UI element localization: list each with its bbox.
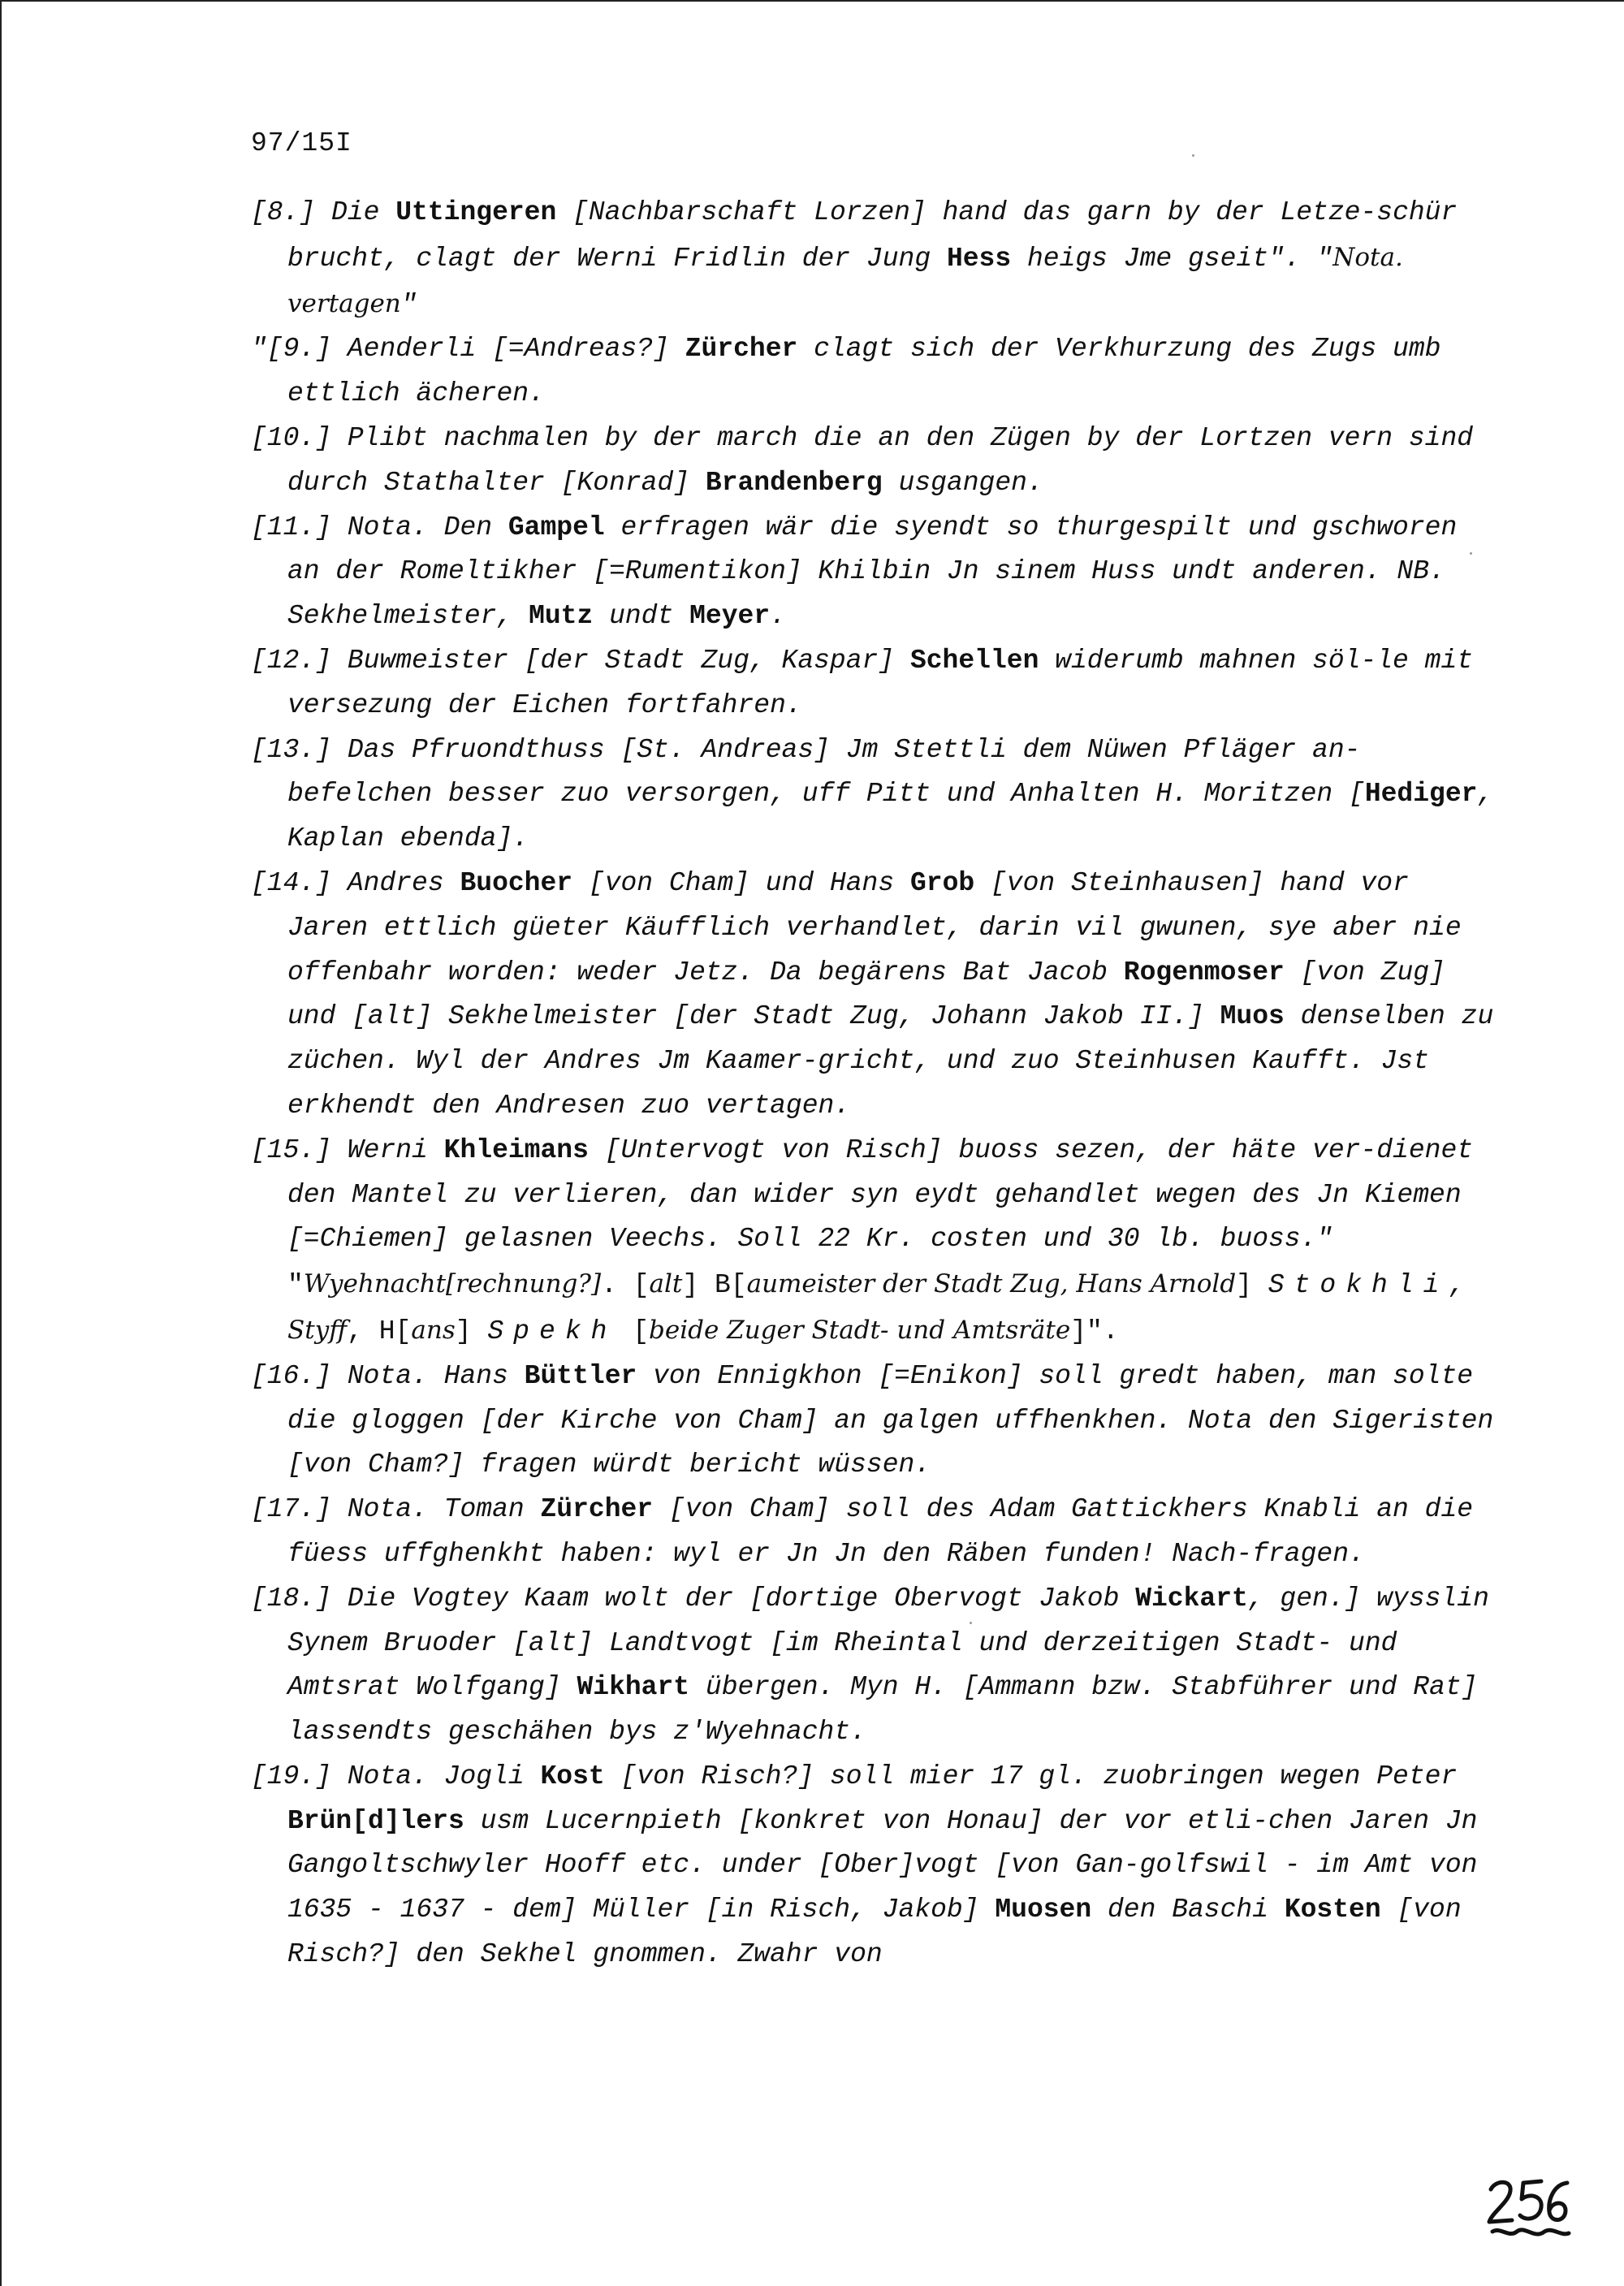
- entry-text: Andres: [331, 867, 460, 898]
- entry-number: [16.]: [251, 1360, 332, 1391]
- entry-number: [14.]: [251, 867, 332, 898]
- entry-text: Nota. Jogli: [331, 1761, 541, 1791]
- entry-text: , H[: [347, 1316, 412, 1346]
- name-bold: Hess: [946, 243, 1012, 274]
- entry-text: [von Cham] und Hans: [572, 867, 910, 898]
- entry-text: ] B[: [682, 1270, 747, 1301]
- handwritten-annotation: Wyehnacht[rechnung?]: [303, 1269, 602, 1299]
- name-bold: Büttler: [524, 1360, 637, 1391]
- handwritten-annotation: Styff: [287, 1315, 348, 1345]
- page-number-stamp-icon: [1484, 2175, 1574, 2248]
- entry-text: [von Steinhausen] hand vor Jaren ettlich güeter Käufflich verhandlet, darin vil gwunen, sye aber nie offenbahr worden: weder Jetz. Da begärens Bat Jacob: [287, 867, 1462, 987]
- name-bold: Muosen: [995, 1895, 1092, 1925]
- name-bold: Zürcher: [685, 334, 798, 365]
- name-bold: Gampel: [508, 512, 605, 542]
- entry-number: "[9.]: [251, 334, 332, 365]
- name-bold: Brün[d]lers: [287, 1805, 464, 1836]
- entry-text: [von Risch?] den Sekhel gnommen. Zwahr von: [287, 1895, 1462, 1970]
- entry-number: [19.]: [251, 1761, 332, 1791]
- entry-text: Plibt nachmalen by der march die an den Zügen by der Lortzen vern sind durch Stathalter [Konrad]: [287, 422, 1474, 498]
- entry-text: usgangen.: [882, 467, 1043, 498]
- name-bold: Buocher: [460, 867, 573, 898]
- entry-text: , Kaplan ebenda].: [287, 779, 1494, 854]
- entry-text: Die: [315, 197, 396, 227]
- entry-text: Werni: [331, 1134, 444, 1165]
- entry-16: [251, 1355, 1501, 1488]
- name-bold: Rogenmoser: [1123, 957, 1285, 987]
- entry-number: [13.]: [251, 734, 332, 765]
- scan-speck: [970, 1622, 972, 1624]
- entry-text: usm Lucernpieth [konkret von Honau] der vor etli-chen Jaren Jn Gangoltschwyler Hooff etc. under [Ober]vogt [von Gan-golfswil - im Amt von 1635 - 1637 - dem] Müller [in Risch, Jakob]: [287, 1805, 1478, 1925]
- entry-text: den Baschi: [1091, 1895, 1285, 1925]
- entry-text: Nota. Hans: [331, 1360, 525, 1391]
- handwritten-annotation: ans: [411, 1315, 456, 1345]
- entry-19: [251, 1755, 1501, 1977]
- entry-text: [von Cham] soll des Adam Gattickhers Knabli an die füess uffghenkht haben: wyl er Jn Jn den Räben funden! Nach-fragen.: [287, 1494, 1474, 1569]
- entry-text: , gen.] wysslin Synem Bruoder [alt] Landtvogt [im Rheintal und derzeitigen Stadt- und Amtsrat Wolfgang]: [287, 1583, 1489, 1703]
- name-bold: Wikhart: [577, 1672, 690, 1703]
- entry-text: Das Pfruondthuss [St. Andreas] Jm Stettli dem Nüwen Pfläger an-befelchen besser zuo versorgen, uff Pitt und Anhalten H. Moritzen [: [287, 734, 1365, 810]
- entry-text: ": [287, 1270, 304, 1301]
- entry-number: [10.]: [251, 422, 332, 453]
- name-bold: Brandenberg: [705, 467, 883, 498]
- entry-text: übergen. Myn H. [Ammann bzw. Stabführer und Rat] lassendts geschähen bys z'Wyehnacht.: [287, 1672, 1478, 1748]
- entry-10: [251, 417, 1501, 506]
- entry-13: [251, 728, 1501, 862]
- entry-text: widerumb mahnen söl-le mit versezung der Eichen fortfahren.: [287, 645, 1474, 720]
- entry-18: [251, 1577, 1501, 1755]
- name-bold: Wickart: [1135, 1583, 1248, 1614]
- entry-text: Aenderli [=Andreas?]: [331, 334, 685, 365]
- entry-text: . [: [601, 1270, 650, 1301]
- entry-text: heigs Jme gseit". ": [1011, 243, 1333, 274]
- scan-speck: [1192, 154, 1194, 157]
- entry-17: [251, 1488, 1501, 1577]
- handwritten-page-number: [1484, 2175, 1574, 2248]
- entry-text: ]: [1236, 1270, 1268, 1301]
- entry-text: Nota. Toman: [331, 1494, 541, 1525]
- entry-text: [von Risch?] soll mier 17 gl. zuobringen wegen Peter: [604, 1761, 1458, 1791]
- spaced-name: Stokhli,: [1268, 1270, 1475, 1301]
- entry-text: ]: [455, 1316, 488, 1346]
- name-bold: Grob: [909, 867, 975, 898]
- entry-12: [251, 639, 1501, 728]
- page-number-text: 256: [1521, 2241, 1537, 2248]
- entry-number: [11.]: [251, 512, 332, 542]
- entry-text: [von Zug] und [alt] Sekhelmeister [der Stadt Zug, Johann Jakob II.]: [287, 957, 1445, 1032]
- handwritten-annotation: Nota. vertagen: [287, 242, 1403, 318]
- scan-speck: [1470, 552, 1472, 555]
- entry-14: [251, 862, 1501, 1129]
- name-bold: Zürcher: [540, 1494, 654, 1525]
- spaced-name: Spekh: [487, 1316, 617, 1346]
- entry-text: ": [400, 289, 417, 320]
- entry-text: [Untervogt von Risch] buoss sezen, der häte ver-dienet den Mantel zu verlieren, dan wider syn eydt gehandlet wegen des Jn Kiemen [=Chiemen] gelasnen Veechs. Soll 22 Kr. costen und 30 lb. buoss.": [287, 1134, 1474, 1255]
- name-bold: Schellen: [909, 645, 1039, 676]
- entry-9: [251, 327, 1501, 417]
- entry-number: [12.]: [251, 645, 332, 676]
- name-bold: Uttingeren: [395, 197, 557, 227]
- entry-text: [: [616, 1316, 649, 1346]
- name-bold: Meyer: [689, 601, 771, 632]
- name-bold: Kosten: [1284, 1895, 1381, 1925]
- entry-text: erfragen wär die syendt so thurgespilt und gschworen an der Romeltikher [=Rumentikon] Khilbin Jn sinem Huss undt anderen. NB. Sekhelmeister,: [287, 512, 1458, 632]
- handwritten-annotation: alt: [649, 1269, 683, 1299]
- document-reference: 97/15I: [251, 128, 352, 158]
- entry-text: .: [770, 601, 786, 632]
- entry-number: [15.]: [251, 1134, 332, 1165]
- name-bold: Kost: [540, 1761, 605, 1791]
- name-bold: Khleimans: [443, 1134, 589, 1165]
- entry-text: ]".: [1070, 1316, 1119, 1346]
- entry-number: [8.]: [251, 197, 316, 227]
- entry-number: [17.]: [251, 1494, 332, 1525]
- name-bold: Mutz: [529, 601, 594, 632]
- document-body: [251, 191, 1501, 1977]
- entry-number: [18.]: [251, 1583, 332, 1614]
- name-bold: Muos: [1220, 1001, 1285, 1032]
- entry-text: clagt sich der Verkhurzung des Zugs umb ettlich ächeren.: [287, 334, 1441, 409]
- handwritten-annotation: aumeister der Stadt Zug, Hans Arnold: [746, 1269, 1237, 1299]
- entry-11: [251, 506, 1501, 639]
- entry-text: von Ennigkhon [=Enikon] soll gredt haben, man solte die gloggen [der Kirche von Cham] an galgen uffhenkhen. Nota den Sigeristen [von Cham?] fragen würdt bericht wüssen.: [287, 1360, 1494, 1480]
- entry-15: [251, 1129, 1501, 1262]
- entry-text: undt: [593, 601, 690, 632]
- entry-text: Nota. Den: [331, 512, 508, 542]
- handwritten-annotation: beide Zuger Stadt- und Amtsräte: [649, 1315, 1071, 1345]
- entry-15-note: [251, 1262, 1501, 1355]
- entry-text: Buwmeister [der Stadt Zug, Kaspar]: [331, 645, 910, 676]
- name-bold: Hediger: [1364, 779, 1478, 810]
- entry-8: [251, 191, 1501, 327]
- entry-text: [Nachbarschaft Lorzen] hand das garn by der Letze-schür brucht, clagt der Werni Fridlin der Jung: [287, 197, 1458, 274]
- entry-text: denselben zu züchen. Wyl der Andres Jm Kaamer-gricht, und zuo Steinhusen Kaufft. Jst erkhendt den Andresen zuo vertagen.: [287, 1001, 1494, 1121]
- entry-text: Die Vogtey Kaam wolt der [dortige Obervogt Jakob: [331, 1583, 1136, 1614]
